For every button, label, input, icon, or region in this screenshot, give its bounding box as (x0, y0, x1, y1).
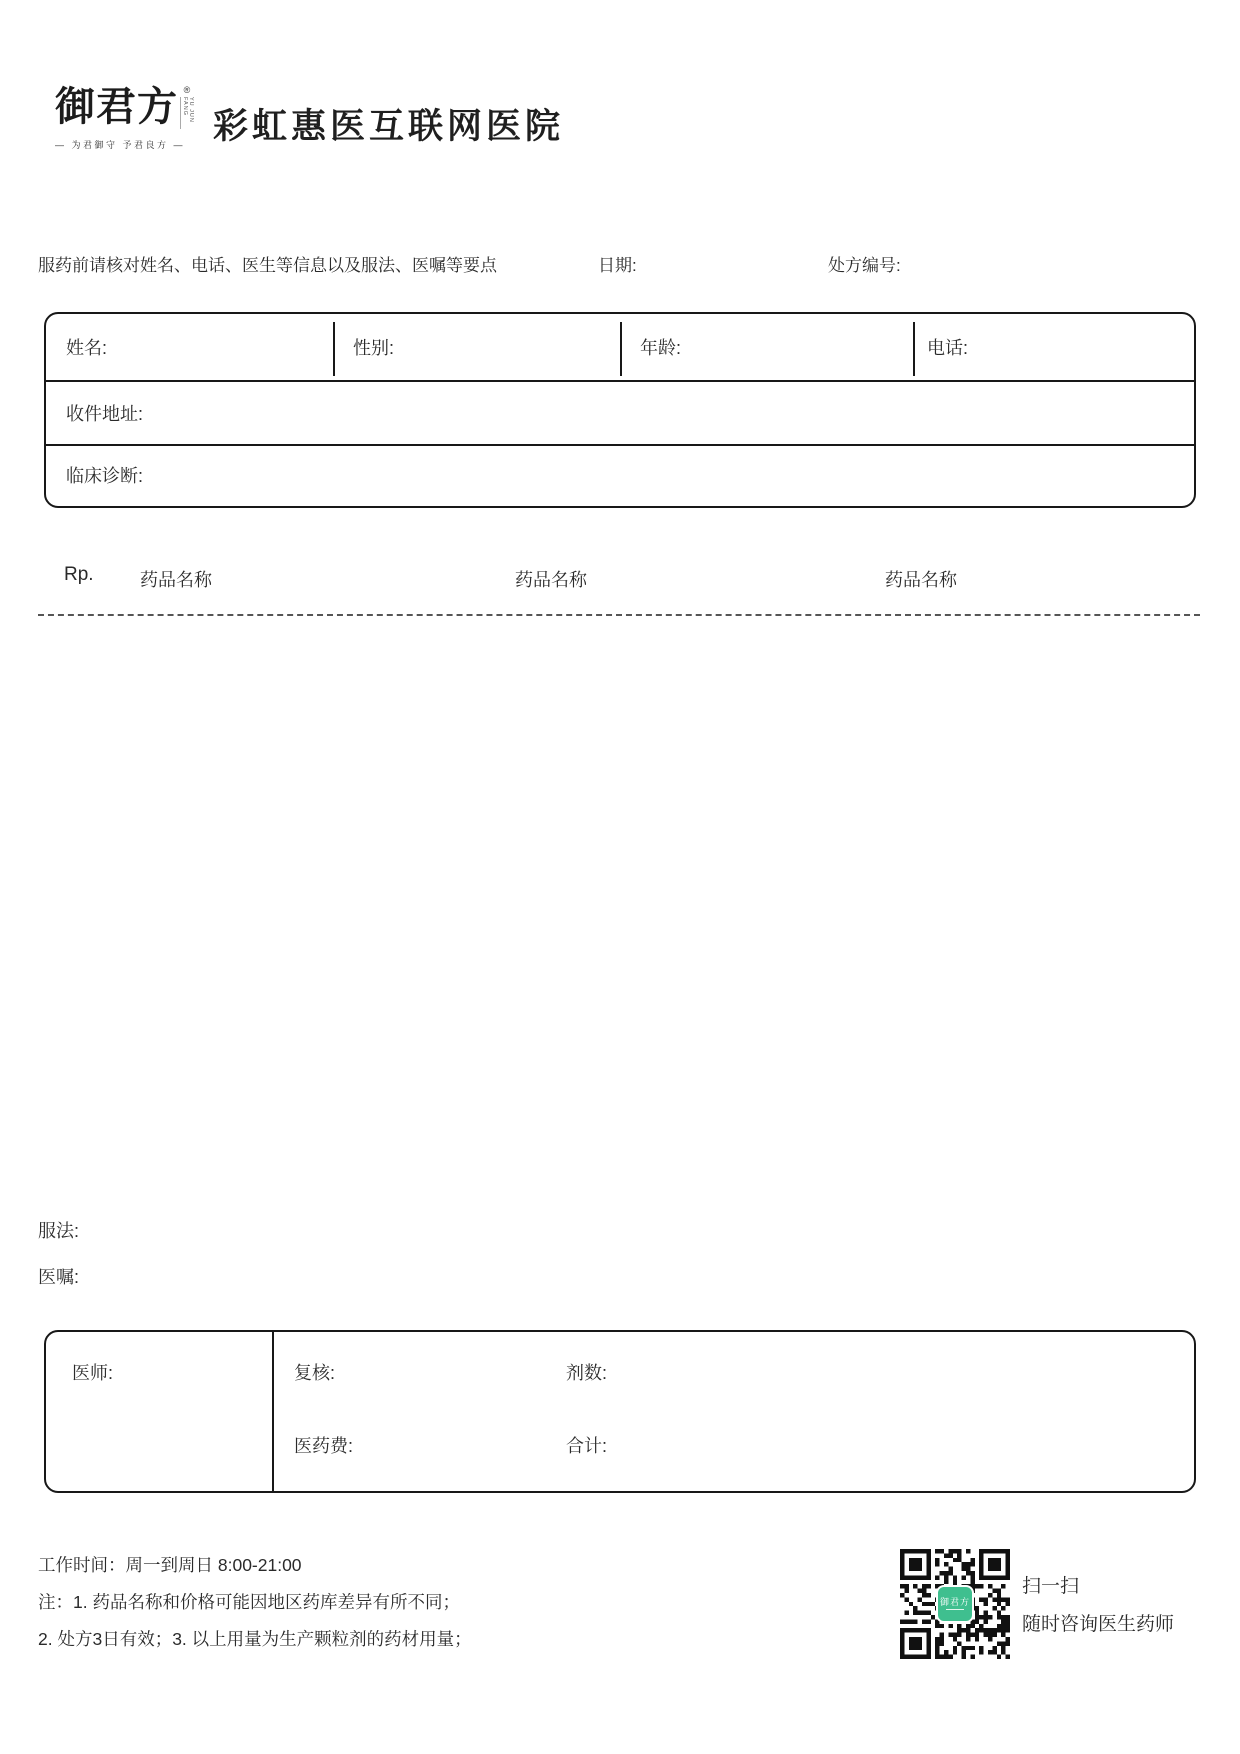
gender-field-label: 性别: (353, 338, 395, 358)
note-line-2: 2. 处方3日有效；3. 以上用量为生产颗粒剂的药材用量； (38, 1629, 472, 1649)
address-field (46, 382, 1194, 446)
brand-logo (55, 83, 205, 151)
brand-tagline: — 为君御守 予君良方 — (55, 140, 186, 150)
phone-field (907, 314, 1194, 380)
qr-center-logo (936, 1585, 974, 1623)
cell-divider (620, 322, 622, 376)
diagnosis-field-label: 临床诊断: (66, 466, 144, 486)
patient-info-box (44, 312, 1196, 508)
doses-field-label: 剂数: (566, 1363, 608, 1383)
qr-badge-underline (946, 1609, 964, 1610)
signature-fee-box (44, 1330, 1196, 1493)
address-field-label: 收件地址: (66, 404, 144, 424)
rp-label: Rp. (64, 564, 94, 585)
drug-name-column-header: 药品名称 (515, 570, 587, 590)
date-label: 日期: (598, 256, 637, 275)
diagnosis-field (46, 446, 1194, 504)
rx-number-label: 处方编号: (828, 256, 901, 275)
doctor-advice-label: 医嘱: (38, 1267, 80, 1287)
drug-name-column-header: 药品名称 (140, 570, 212, 590)
working-hours-text: 工作时间：周一到周日 8:00-21:00 (38, 1555, 302, 1575)
hospital-name: 彩虹惠医互联网医院 (213, 107, 565, 146)
usage-label: 服法: (38, 1221, 80, 1241)
scan-label: 扫一扫 (1022, 1576, 1080, 1597)
name-field-label: 姓名: (66, 338, 108, 358)
age-field (620, 314, 907, 380)
verify-notice-text: 服药前请核对姓名、电话、医生等信息以及服法、医嘱等要点 (38, 256, 497, 275)
medicine-fee-field-label: 医药费: (294, 1436, 354, 1456)
total-field-label: 合计: (566, 1436, 608, 1456)
qr-code (900, 1549, 1010, 1659)
note-line-1: 注：1. 药品名称和价格可能因地区药库差异有所不同； (38, 1592, 460, 1612)
cell-divider (272, 1332, 274, 1491)
registered-trademark-icon: ® (183, 85, 191, 95)
brand-logo-text: 御君方 (55, 83, 178, 130)
age-field-label: 年龄: (640, 338, 682, 358)
scan-sub-label: 随时咨询医生药师 (1022, 1614, 1175, 1635)
doctor-field-label: 医师: (72, 1363, 114, 1383)
drug-name-column-header: 药品名称 (885, 570, 957, 590)
brand-vertical-text: YU JUN FANG (180, 97, 194, 129)
review-field-label: 复核: (294, 1363, 336, 1383)
gender-field (333, 314, 620, 380)
patient-basic-row (46, 314, 1194, 382)
cell-divider (913, 322, 915, 376)
qr-badge-text: 御君方 (939, 1596, 970, 1607)
name-field (46, 314, 333, 380)
phone-field-label: 电话: (927, 338, 969, 358)
cell-divider (333, 322, 335, 376)
dashed-divider (38, 614, 1200, 616)
